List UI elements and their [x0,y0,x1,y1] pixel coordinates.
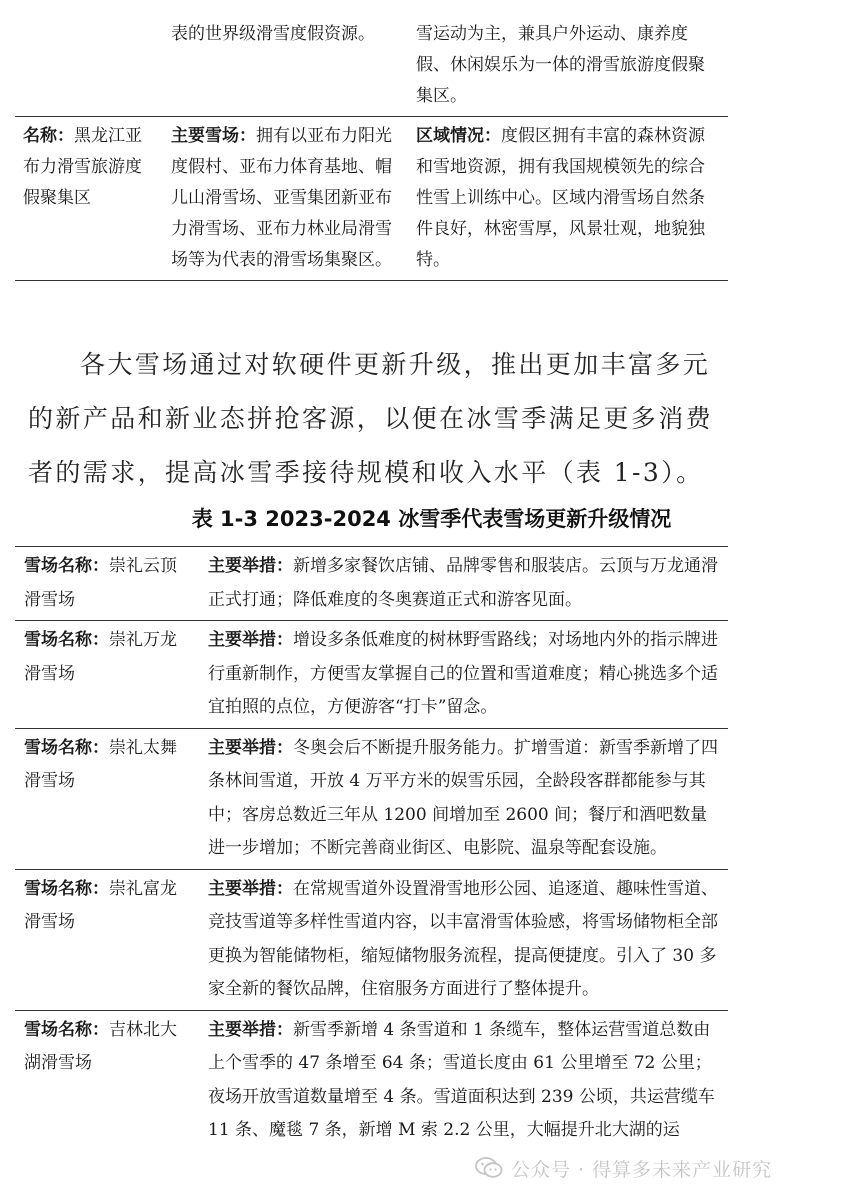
cell-value: 黑龙江亚布力滑雪旅游度假聚集区 [23,126,142,208]
table-row [15,0,728,117]
cell-label: 区域情况： [416,126,501,146]
cell-label: 雪场名称： [24,878,109,899]
cell-label: 主要举措： [208,556,293,576]
table-row [15,728,728,869]
resort-measures: 新增多家餐饮店铺、品牌零售和服装店。云顶与万龙通滑正式打通；降低难度的冬奥赛道正式和游客见面。 [208,556,718,610]
measures-cell [199,1010,728,1151]
table-cell: 表的世界级滑雪度假资源。 [171,24,375,44]
cell-label: 雪场名称： [24,737,109,758]
top-table-fragment [15,0,728,281]
cell-value: 拥有以亚布力阳光度假村、亚布力体育基地、帽儿山滑雪场、亚雪集团新亚布力滑雪场、亚布力林业局滑雪场等为代表的滑雪场集聚区。 [171,126,392,270]
table-cell: 雪运动为主，兼具户外运动、康养度假、休闲娱乐为一体的滑雪旅游度假聚集区。 [416,24,705,106]
resort-name-cell [15,621,199,729]
resort-measures: 增设多条低难度的树林野雪路线；对场地内外的指示牌进行重新制作，方便雪友掌握自己的位置和雪道难度；精心挑选多个适宜拍照的点位，方便游客“打卡”留念。 [208,630,718,717]
measures-cell [199,547,728,621]
resort-name: 崇礼富龙滑雪场 [24,878,177,932]
cell-label: 主要举措： [208,737,293,758]
resort-name: 崇礼太舞滑雪场 [24,737,177,791]
resort-upgrade-table [15,546,728,1151]
measures-cell [199,621,728,729]
resort-name-cell [15,728,199,869]
watermark [475,1153,772,1183]
table-cell [15,117,163,281]
table-cell [163,117,408,281]
table-caption: 表 1-3 2023-2024 冰雪季代表雪场更新升级情况 [191,507,672,531]
cell-value: 度假区拥有丰富的森林资源和雪地资源，拥有我国规模领先的综合性雪上训练中心。区域内滑雪场自然条件良好，林密雪厚，风景壮观，地貌独特。 [416,126,705,270]
table-row [15,869,728,1010]
cell-label: 名称： [23,126,74,146]
table-cell [15,0,163,117]
resort-measures: 冬奥会后不断提升服务能力。扩增雪道：新雪季新增了四条林间雪道，开放 4 万平方米的娱雪乐园，全龄段客群都能参与其中；客房总数近三年从 1200 间增加至 2600 间；餐厅和酒吧数量进一步增加；不断完善商业街区、电影院、温泉等配套设施。 [208,737,718,858]
cell-label: 主要举措： [208,878,293,899]
cell-label: 主要雪场： [171,126,256,146]
cell-label: 主要举措： [208,630,293,650]
table-row [15,547,728,621]
table-cell [408,117,728,281]
resort-name: 崇礼万龙滑雪场 [24,630,177,684]
cell-label: 雪场名称： [24,630,109,650]
measures-cell [199,728,728,869]
cell-label: 雪场名称： [24,1019,109,1040]
table-row [15,117,728,281]
resort-name: 吉林北大湖滑雪场 [24,1019,177,1073]
resort-name-cell [15,869,199,1010]
measures-cell [199,869,728,1010]
wechat-icon [475,1156,503,1180]
resort-name-cell [15,1010,199,1151]
resort-measures: 在常规雪道外设置滑雪地形公园、追逐道、趣味性雪道、竞技雪道等多样性雪道内容，以丰富滑雪体验感，将雪场储物柜全部更换为智能储物柜，缩短储物服务流程，提高便捷度。引入了 30 多家全新的餐饮品牌，住宿服务方面进行了整体提升。 [208,878,718,999]
cell-label: 雪场名称： [24,556,109,576]
watermark-text: 公众号 · 得算多未来产业研究 [511,1158,773,1181]
resort-name-cell [15,547,199,621]
cell-label: 主要举措： [208,1019,293,1040]
resort-name: 崇礼云顶滑雪场 [24,556,177,610]
resort-measures: 新雪季新增 4 条雪道和 1 条缆车，整体运营雪道总数由上个雪季的 47 条增至 64 条；雪道长度由 61 公里增至 72 公里；夜场开放雪道数量增至 4 条。雪道面积达到 239 公顷，共运营缆车 11 条、魔毯 7 条，新增 M 索 2.2 公里，大幅提升北大湖的运 [208,1019,715,1140]
body-paragraph: 各大雪场通过对软硬件更新升级，推出更加丰富多元的新产品和新业态拼抢客源，以便在冰雪季满足更多消费者的需求，提高冰雪季接待规模和收入水平（表 1-3）。 [28,350,714,487]
table-row [15,621,728,729]
table-row [15,1010,728,1151]
